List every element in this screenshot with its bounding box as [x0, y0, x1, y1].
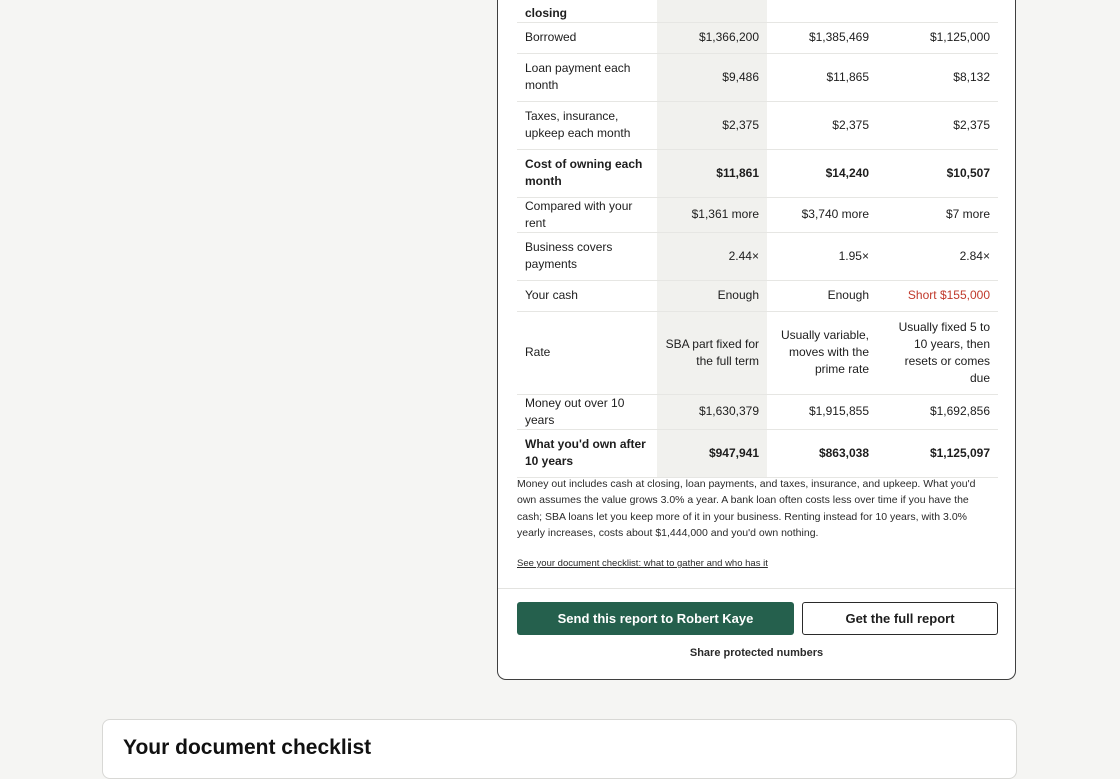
- table-row: [517, 101, 998, 149]
- send-report-button[interactable]: Send this report to Robert Kaye: [517, 602, 794, 635]
- row-label: Compared with your rent: [517, 197, 657, 232]
- table-cell: $1,692,856: [877, 394, 998, 429]
- table-cell: $1,915,855: [767, 394, 877, 429]
- loan-comparison-table: [517, 0, 998, 478]
- section-title: Your document checklist: [123, 736, 372, 759]
- table-cell: 1.95×: [767, 232, 877, 280]
- footnote: Money out includes cash at closing, loan payments, and taxes, insurance, and upkeep. What you'd own assumes the value grows 3.0% a year. A bank loan often costs less over time if you have the cash; SBA loans let you keep more of it in your business. Renting instead for 10 years, with 3.0% yearly increases, costs about $1,444,000 and you'd own nothing.: [517, 478, 976, 539]
- divider: [498, 588, 1015, 589]
- row-label: Borrowed: [517, 22, 657, 53]
- document-checklist-card: [102, 719, 1017, 779]
- table-row: [517, 149, 998, 197]
- table-row: [517, 429, 998, 477]
- table-row: [517, 311, 998, 394]
- table-cell: $10,507: [877, 149, 998, 197]
- row-label: What you'd own after 10 years: [517, 429, 657, 477]
- row-label: Taxes, insurance, upkeep each month: [517, 101, 657, 149]
- table-cell: $1,361 more: [657, 197, 767, 232]
- table-cell: $1,630,379: [657, 394, 767, 429]
- table-cell: $3,740 more: [767, 197, 877, 232]
- table-cell: [877, 0, 998, 22]
- table-cell: $1,366,200: [657, 22, 767, 53]
- document-checklist-link[interactable]: See your document checklist: what to gather and who has it: [517, 558, 768, 569]
- table-cell: [767, 0, 877, 22]
- table-row: [517, 394, 998, 429]
- row-label: Rate: [517, 311, 657, 394]
- table-row: [517, 53, 998, 101]
- row-label: Cost of owning each month: [517, 149, 657, 197]
- table-row: [517, 0, 998, 22]
- table-cell: 2.44×: [657, 232, 767, 280]
- table-cell: $2,375: [767, 101, 877, 149]
- table-cell: $8,132: [877, 53, 998, 101]
- row-label: Money out over 10 years: [517, 394, 657, 429]
- table-cell: $2,375: [877, 101, 998, 149]
- table-row: [517, 22, 998, 53]
- table-cell: $11,861: [657, 149, 767, 197]
- row-label: Business covers payments: [517, 232, 657, 280]
- table-cell: $7 more: [877, 197, 998, 232]
- table-cell: Usually fixed 5 to 10 years, then resets or comes due: [877, 311, 998, 394]
- table-cell: Enough: [767, 280, 877, 311]
- row-label: closing: [517, 0, 657, 22]
- report-card: [497, 0, 1016, 680]
- table-cell: $947,941: [657, 429, 767, 477]
- table-row: [517, 280, 998, 311]
- get-full-report-button[interactable]: Get the full report: [802, 602, 998, 635]
- table-cell: Short $155,000: [877, 280, 998, 311]
- share-protected-numbers-link[interactable]: Share protected numbers: [689, 647, 824, 659]
- table-cell: $1,125,000: [877, 22, 998, 53]
- table-cell: $1,385,469: [767, 22, 877, 53]
- table-cell: $1,125,097: [877, 429, 998, 477]
- row-label: Your cash: [517, 280, 657, 311]
- table-cell: $14,240: [767, 149, 877, 197]
- table-cell: $863,038: [767, 429, 877, 477]
- table-cell: $11,865: [767, 53, 877, 101]
- table-row: [517, 197, 998, 232]
- table-cell: $2,375: [657, 101, 767, 149]
- table-cell: [657, 0, 767, 22]
- row-label: Loan payment each month: [517, 53, 657, 101]
- table-cell: SBA part fixed for the full term: [657, 311, 767, 394]
- table-cell: Usually variable, moves with the prime rate: [767, 311, 877, 394]
- table-cell: 2.84×: [877, 232, 998, 280]
- table-row: [517, 232, 998, 280]
- table-cell: $9,486: [657, 53, 767, 101]
- table-cell: Enough: [657, 280, 767, 311]
